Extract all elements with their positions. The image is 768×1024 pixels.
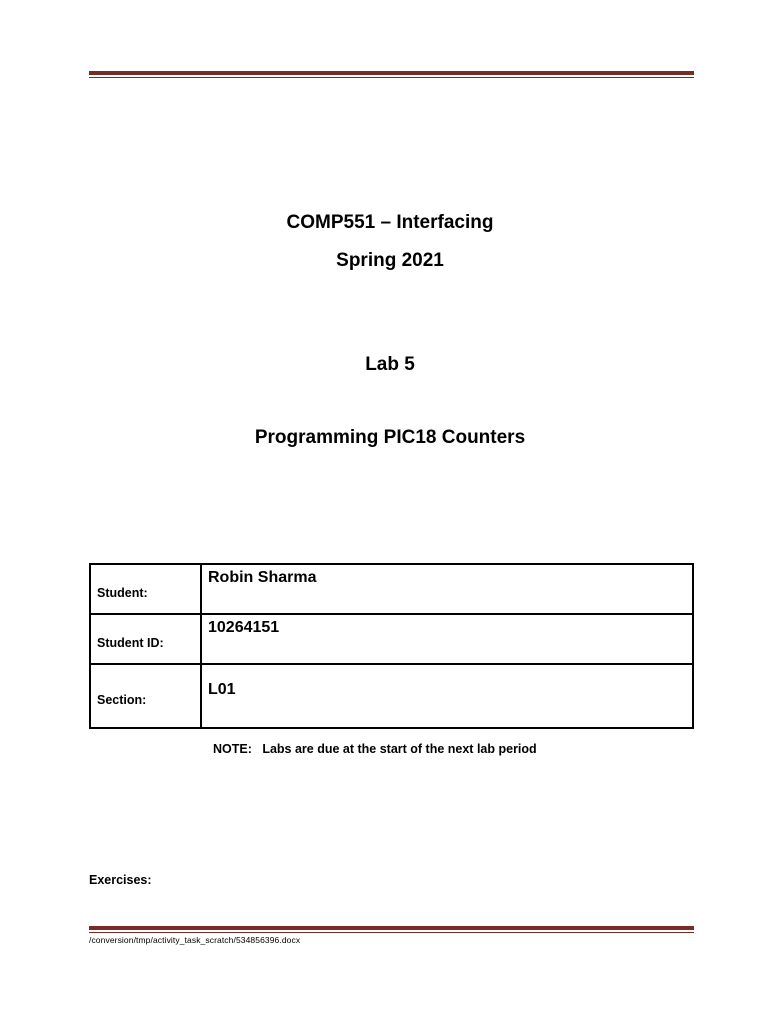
note-label: NOTE: [213, 742, 252, 756]
student-id-label: Student ID: [97, 636, 164, 650]
top-rule [89, 71, 694, 78]
due-note [213, 742, 537, 756]
student-id-value: 10264151 [201, 614, 693, 664]
student-info-table [89, 563, 694, 729]
student-label: Student: [97, 586, 148, 600]
section-label-cell [90, 664, 201, 728]
student-name: Robin Sharma [201, 564, 693, 614]
lab-number: Lab 5 [365, 354, 415, 375]
table-row [90, 564, 693, 614]
table-row [90, 664, 693, 728]
lab-topic: Programming PIC18 Counters [254, 427, 526, 448]
section-label: Section: [97, 693, 147, 707]
note-text: Labs are due at the start of the next lab period [262, 742, 537, 756]
student-id-label-cell [90, 614, 201, 664]
section-value: L01 [201, 664, 693, 728]
course-title: COMP551 – Interfacing [286, 212, 494, 233]
student-label-cell [90, 564, 201, 614]
term: Spring 2021 [336, 250, 444, 271]
bottom-rule [89, 926, 694, 933]
table-row [90, 614, 693, 664]
footer-file-path: /conversion/tmp/activity_task_scratch/534856396.docx [89, 935, 301, 945]
exercises-heading: Exercises: [89, 873, 152, 887]
